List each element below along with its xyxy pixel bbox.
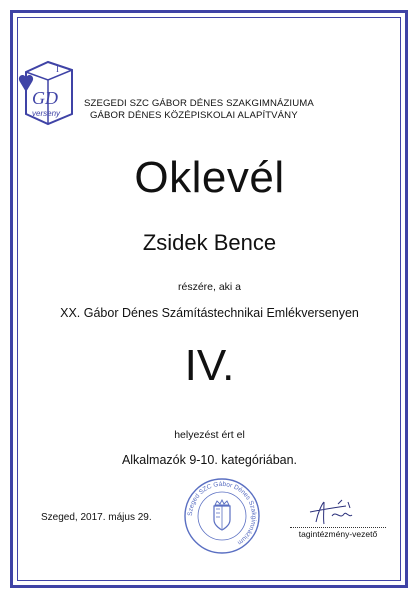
certificate-title: Oklevél	[134, 153, 285, 202]
for-text: részére, aki a	[177, 281, 242, 293]
issue-date: Szeged, 2017. május 29.	[41, 512, 152, 523]
logo-text: GD	[32, 88, 58, 108]
header-line-2: GÁBOR DÉNES KÖZÉPISKOLAI ALAPÍTVÁNY	[90, 110, 298, 121]
contest-name: XX. Gábor Dénes Számítástechnikai Emlékversenyen	[60, 306, 359, 320]
placement: IV.	[184, 341, 235, 390]
signature	[302, 498, 366, 526]
gd-verseny-logo	[18, 58, 74, 126]
category-text: Alkalmazók 9-10. kategóriában.	[121, 453, 298, 467]
stamp-text: Szeged SZC Gábor Dénes Szakgimnázium	[186, 480, 258, 547]
header-line-1: SZEGEDI SZC GÁBOR DÉNES SZAKGIMNÁZIUMA	[84, 98, 314, 109]
organization-header	[84, 98, 384, 122]
logo-top-mark: I	[56, 64, 59, 74]
logo-subtext: verseny	[32, 109, 61, 118]
recipient-name: Zsidek Bence	[142, 230, 277, 255]
official-stamp	[182, 476, 262, 556]
result-text: helyezést ért el	[174, 429, 245, 441]
signature-line	[290, 527, 386, 528]
signature-label: tagintézmény-vezető	[298, 529, 378, 539]
